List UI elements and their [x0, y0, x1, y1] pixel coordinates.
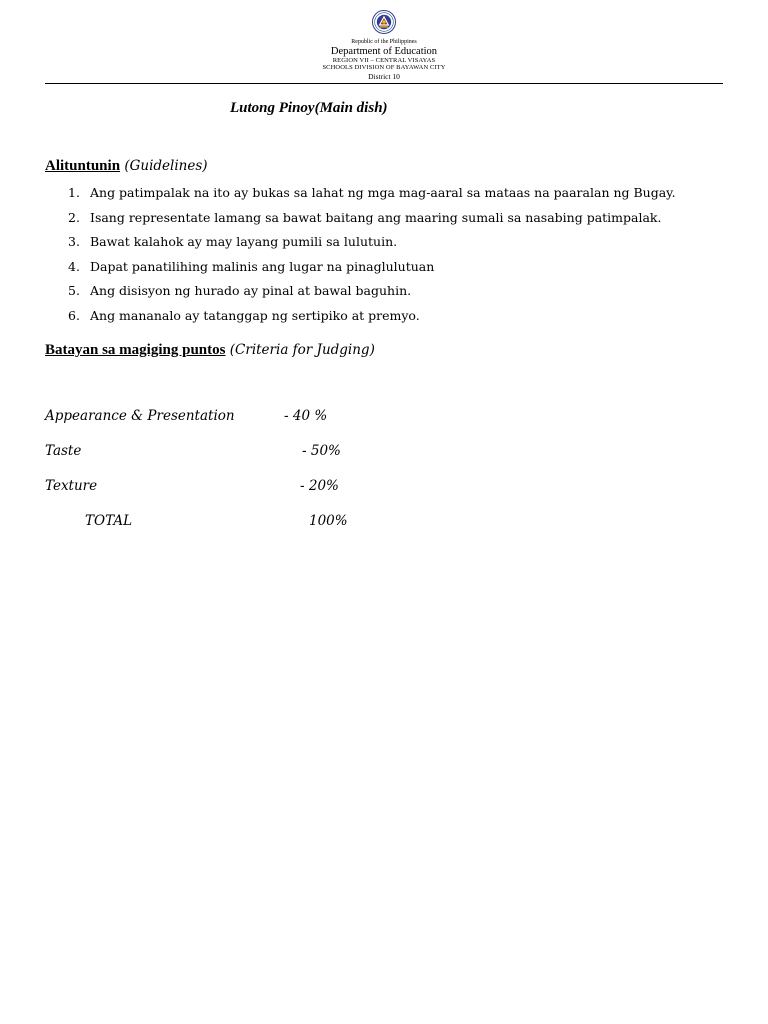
criteria-name: Texture — [45, 478, 98, 494]
list-item — [0, 233, 768, 258]
criteria-total-label: TOTAL — [85, 513, 133, 529]
header-divider — [45, 83, 723, 84]
guidelines-heading — [45, 157, 208, 175]
letterhead-department: Department of Education — [330, 46, 438, 57]
criteria-row-texture — [0, 477, 768, 497]
list-item — [0, 258, 768, 283]
criteria-row-appearance — [0, 407, 768, 427]
deped-seal-icon — [372, 10, 396, 34]
criteria-value: - 20% — [300, 478, 339, 494]
list-item-text: Ang mananalo ay tatanggap ng sertipiko at premyo. — [90, 307, 420, 323]
criteria-value: - 50% — [302, 443, 341, 459]
list-item-number: 3. — [68, 234, 80, 250]
criteria-name: Taste — [45, 443, 82, 459]
guidelines-heading-translation: (Guidelines) — [124, 158, 208, 174]
list-item — [0, 307, 768, 332]
list-item-number: 6. — [68, 307, 80, 323]
list-item-text: Isang representate lamang sa bawat baitang ang maaring sumali sa nasabing patimpalak. — [90, 209, 662, 225]
letterhead-region: REGION VII – CENTRAL VISAYAS — [332, 57, 436, 64]
criteria-heading-label: Batayan sa magiging puntos — [45, 342, 226, 358]
letterhead-division: SCHOOLS DIVISION OF BAYAWAN CITY — [322, 64, 446, 71]
criteria-heading-translation: (Criteria for Judging) — [229, 342, 375, 358]
list-item-text: Ang disisyon ng hurado ay pinal at bawal baguhin. — [90, 283, 412, 299]
list-item — [0, 282, 768, 307]
list-item-text: Bawat kalahok ay may layang pumili sa lulutuin. — [90, 234, 398, 250]
criteria-row-total — [0, 512, 768, 532]
criteria-heading — [45, 341, 375, 359]
list-item-number: 1. — [68, 185, 80, 200]
criteria-total-value: 100% — [309, 513, 348, 529]
list-item — [0, 209, 768, 234]
guidelines-heading-label: Alituntunin — [45, 158, 121, 174]
list-item — [0, 184, 768, 209]
list-item-number: 2. — [68, 209, 80, 225]
guidelines-list — [0, 184, 768, 332]
document-title: Lutong Pinoy(Main dish) — [230, 100, 388, 116]
list-item-number: 4. — [68, 258, 80, 274]
criteria-row-taste — [0, 442, 768, 462]
criteria-value: - 40 % — [284, 408, 328, 424]
letterhead-district: District 10 — [368, 72, 400, 81]
list-item-text: Dapat panatilihing malinis ang lugar na pinaglulutuan — [90, 258, 435, 274]
criteria-name: Appearance & Presentation — [45, 408, 235, 424]
list-item-text: Ang patimpalak na ito ay bukas sa lahat ng mga mag-aaral sa mataas na paaralan ng Bugay. — [90, 185, 676, 200]
list-item-number: 5. — [68, 283, 80, 299]
letterhead-republic: Republic of the Philippines — [351, 39, 417, 45]
